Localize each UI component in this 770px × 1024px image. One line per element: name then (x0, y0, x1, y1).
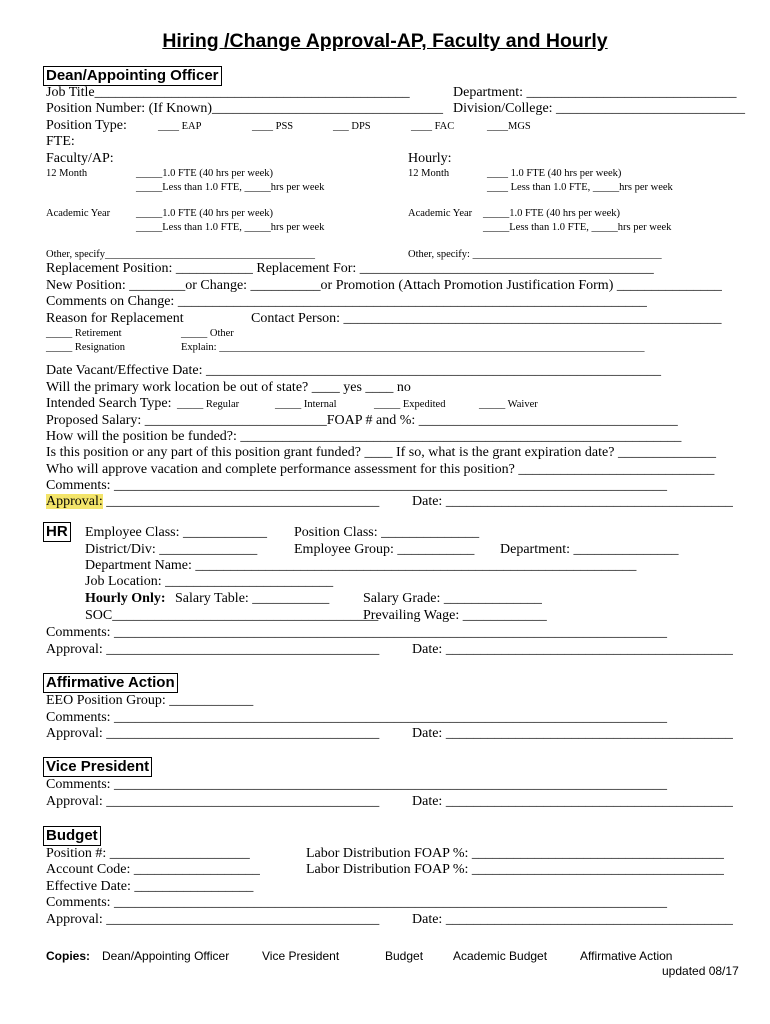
vp-comments-field[interactable]: Comments: _______________________________________________________________________________ (46, 777, 668, 792)
section-affirmative-action: Affirmative Action (43, 673, 178, 693)
vacation-approver-field[interactable]: Who will approve vacation and complete performance assessment for this position? ____________________________ (46, 462, 715, 477)
job-location-field[interactable]: Job Location: ________________________ (85, 574, 334, 589)
department-field[interactable]: Department: ______________________________ (453, 85, 737, 100)
dean-approval-field[interactable] (46, 494, 379, 510)
replacement-position-field[interactable]: Replacement Position: ___________ Replacement For: __________________________________________ (46, 261, 654, 276)
hourly-only-label: Hourly Only: (85, 591, 166, 606)
copies-label: Copies: (46, 949, 91, 963)
updated-date: updated 08/17 (662, 964, 739, 978)
district-div-field[interactable]: District/Div: ______________ (85, 542, 258, 557)
copy-dean: Dean/Appointing Officer (102, 949, 230, 963)
hr-date-field[interactable]: Date: _________________________________________ (412, 642, 733, 657)
copy-academic-budget: Academic Budget (453, 949, 548, 963)
hourly-12-month-partial-fte[interactable]: ____ Less than 1.0 FTE, _____hrs per week (487, 182, 673, 193)
comments-on-change-field[interactable]: Comments on Change: ___________________________________________________________________ (46, 294, 647, 309)
hourly-other-specify[interactable]: Other, specify: ____________________________________ (408, 249, 662, 260)
faculty-academic-year-partial-fte[interactable]: _____Less than 1.0 FTE, _____hrs per week (136, 222, 325, 233)
position-class-field[interactable]: Position Class: ______________ (294, 525, 480, 540)
dean-approval-line: _______________________________________ (106, 494, 380, 509)
salary-table-field[interactable]: Salary Table: ___________ (175, 591, 330, 606)
faculty-academic-year-full-fte[interactable]: _____1.0 FTE (40 hrs per week) (136, 208, 274, 219)
hr-approval-field[interactable]: Approval: _______________________________________ (46, 642, 380, 657)
section-budget: Budget (43, 826, 101, 846)
budget-date-field[interactable]: Date: _________________________________________ (412, 912, 733, 927)
section-hr: HR (43, 522, 71, 542)
hourly-academic-year-full-fte[interactable]: _____1.0 FTE (40 hrs per week) (483, 208, 621, 219)
position-type-dps[interactable]: ___ DPS (333, 121, 371, 132)
hourly-12-month-label: 12 Month (408, 168, 450, 179)
hr-department-field[interactable]: Department: _______________ (500, 542, 679, 557)
new-position-field[interactable]: New Position: ________or Change: __________or Promotion (Attach Promotion Justification Form) _______________ (46, 278, 722, 293)
form-title: Hiring /Change Approval-AP, Faculty and Hourly (162, 30, 608, 52)
account-code-field[interactable]: Account Code: __________________ (46, 862, 260, 877)
faculty-academic-year-label: Academic Year (46, 208, 111, 219)
dean-comments-field[interactable]: Comments: _______________________________________________________________________________ (46, 478, 668, 493)
faculty-ap-label: Faculty/AP: (46, 151, 114, 166)
position-no-field[interactable]: Position #: ____________________ (46, 846, 250, 861)
reason-resignation[interactable]: _____ Resignation (46, 342, 126, 353)
aa-comments-field[interactable]: Comments: _______________________________________________________________________________ (46, 710, 668, 725)
intended-search-label: Intended Search Type: (46, 396, 172, 411)
search-type-regular[interactable]: _____ Regular (177, 399, 240, 410)
prevailing-wage-field[interactable]: Prevailing Wage: ____________ (363, 608, 547, 623)
salary-grade-field[interactable]: Salary Grade: ______________ (363, 591, 542, 606)
faculty-other-specify[interactable]: Other, specify________________________________________ (46, 249, 316, 260)
position-number-field[interactable]: Position Number: (If Known)_________________________________ (46, 101, 444, 116)
aa-date-field[interactable]: Date: _________________________________________ (412, 726, 733, 741)
division-field[interactable]: Division/College: ___________________________ (453, 101, 746, 116)
effective-date-field[interactable]: Effective Date: _________________ (46, 879, 254, 894)
position-type-eap[interactable]: ____ EAP (158, 121, 202, 132)
reason-for-replacement-label: Reason for Replacement (46, 311, 184, 326)
job-title-field[interactable]: Job Title_____________________________________________ (46, 85, 410, 100)
approval-label-highlighted: Approval: (46, 494, 103, 509)
funding-field[interactable]: How will the position be funded?: _______________________________________________________________ (46, 429, 682, 444)
grant-funded-field[interactable]: Is this position or any part of this position grant funded? ____ If so, what is the grant expiration date? ______________ (46, 445, 716, 460)
position-type-pss[interactable]: ____ PSS (252, 121, 294, 132)
date-vacant-field[interactable]: Date Vacant/Effective Date: _________________________________________________________________ (46, 363, 662, 378)
vp-date-field[interactable]: Date: _________________________________________ (412, 794, 733, 809)
search-type-waiver[interactable]: _____ Waiver (479, 399, 538, 410)
aa-approval-field[interactable]: Approval: _______________________________________ (46, 726, 380, 741)
faculty-12-month-partial-fte[interactable]: _____Less than 1.0 FTE, _____hrs per week (136, 182, 325, 193)
vp-approval-field[interactable]: Approval: _______________________________________ (46, 794, 380, 809)
reason-other[interactable]: _____ Other (181, 328, 234, 339)
reason-explain-field[interactable]: Explain: _________________________________________________________________________________ (181, 342, 645, 353)
department-name-field[interactable]: Department Name: _______________________________________________________________ (85, 558, 637, 573)
hourly-label: Hourly: (408, 151, 452, 166)
hourly-academic-year-label: Academic Year (408, 208, 473, 219)
copy-budget: Budget (385, 949, 424, 963)
faculty-12-month-full-fte[interactable]: _____1.0 FTE (40 hrs per week) (136, 168, 274, 179)
labor-distribution-1-field[interactable]: Labor Distribution FOAP %: ____________________________________ (306, 846, 724, 861)
hourly-12-month-full-fte[interactable]: ____ 1.0 FTE (40 hrs per week) (487, 168, 622, 179)
faculty-12-month-label: 12 Month (46, 168, 88, 179)
contact-person-field[interactable]: Contact Person: ______________________________________________________ (251, 311, 722, 326)
out-of-state-field[interactable]: Will the primary work location be out of state? ____ yes ____ no (46, 380, 411, 395)
copy-affirmative-action: Affirmative Action (580, 949, 673, 963)
copy-vice-president: Vice President (262, 949, 340, 963)
dean-date-field[interactable]: Date: _________________________________________ (412, 494, 733, 509)
hourly-academic-year-partial-fte[interactable]: _____Less than 1.0 FTE, _____hrs per week (483, 222, 672, 233)
soc-field[interactable]: SOC______________________________________ (85, 608, 379, 623)
section-dean: Dean/Appointing Officer (43, 66, 222, 86)
position-type-mgs[interactable]: ____MGS (487, 121, 531, 132)
reason-retirement[interactable]: _____ Retirement (46, 328, 122, 339)
position-type-label: Position Type: (46, 118, 127, 133)
employee-group-field[interactable]: Employee Group: ___________ (294, 542, 475, 557)
labor-distribution-2-field[interactable]: Labor Distribution FOAP %: ____________________________________ (306, 862, 724, 877)
hr-comments-field[interactable]: Comments: _______________________________________________________________________________ (46, 625, 668, 640)
search-type-expedited[interactable]: _____ Expedited (374, 399, 446, 410)
fte-label: FTE: (46, 134, 75, 149)
employee-class-field[interactable]: Employee Class: ____________ (85, 525, 267, 540)
budget-approval-field[interactable]: Approval: _______________________________________ (46, 912, 380, 927)
proposed-salary-field[interactable]: Proposed Salary: __________________________FOAP # and %: _____________________________________ (46, 413, 678, 428)
eeo-position-group-field[interactable]: EEO Position Group: ____________ (46, 693, 254, 708)
search-type-internal[interactable]: _____ Internal (275, 399, 337, 410)
position-type-fac[interactable]: ____ FAC (411, 121, 455, 132)
budget-comments-field[interactable]: Comments: _______________________________________________________________________________ (46, 895, 668, 910)
section-vice-president: Vice President (43, 757, 152, 777)
